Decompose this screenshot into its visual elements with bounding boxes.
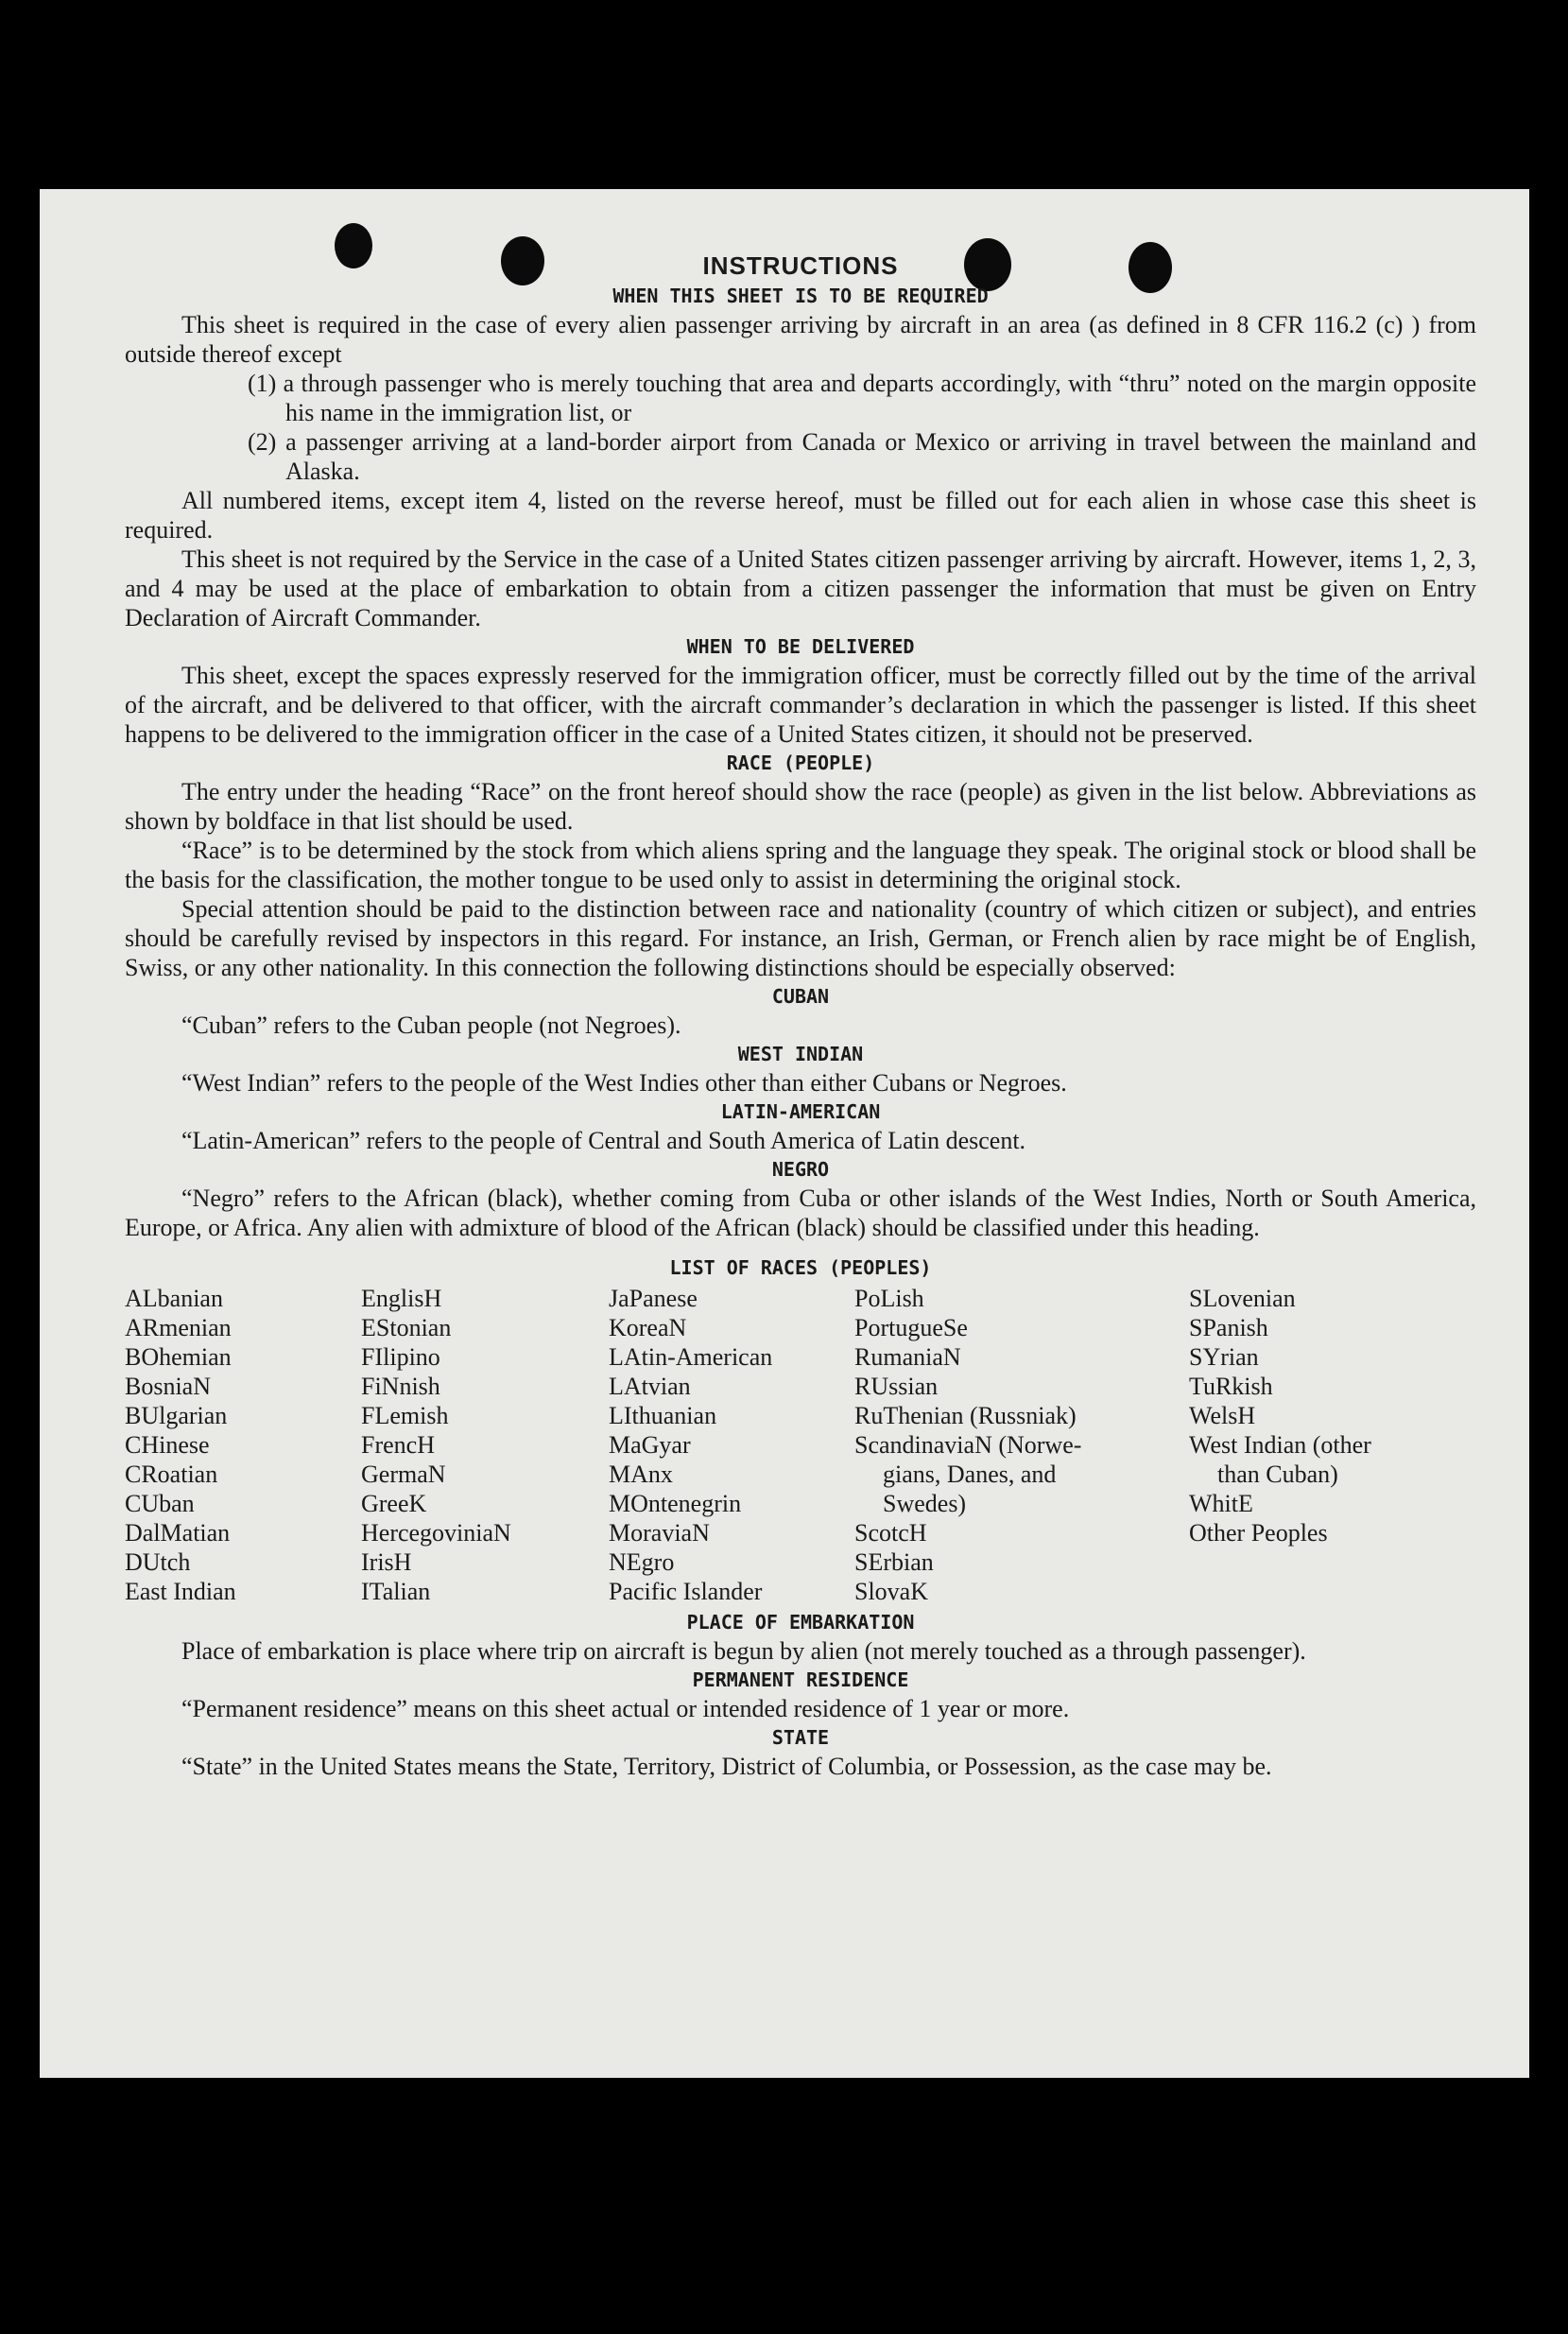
instruction-sheet — [40, 189, 1529, 2078]
race-entry: GreeK — [361, 1490, 427, 1517]
race-entry: PoLish — [854, 1285, 924, 1312]
race-entry-continued: gians, Danes, and — [883, 1461, 1057, 1488]
race-column-3 — [609, 1284, 854, 1606]
paragraph-citizen: This sheet is not required by the Service in the case of a United States citizen passenger arriving by aircraft. However, items 1, 2, 3, and 4 may be used at the place of embarkation to obtain from a citizen passenger the information that must be given on Entry Declaration of Aircraft Commander. — [125, 545, 1476, 631]
paragraph-race-3: Special attention should be paid to the distinction between race and nationality (country of which citizen or subject), and entries should be carefully revised by inspectors in this regard. For instance, an Irish, German, or French alien by race might be of English, Swiss, or any other nationality. In this connection the following distinctions should be especially observed: — [125, 895, 1476, 981]
paragraph-embarkation: Place of embarkation is place where trip on aircraft is begun by alien (not merely touched as a through passenger). — [181, 1637, 1306, 1665]
race-entry: RuThenian (Russniak) — [854, 1402, 1077, 1429]
race-entry: KoreaN — [609, 1314, 687, 1341]
paragraph-west-indian: “West Indian” refers to the people of the West Indies other than either Cubans or Negroes. — [181, 1069, 1067, 1097]
race-entry: LIthuanian — [609, 1402, 717, 1429]
heading-embarkation: PLACE OF EMBARKATION — [686, 1611, 915, 1634]
paragraph-race-2: “Race” is to be determined by the stock from which aliens spring and the language they speak. The original stock or blood shall be the basis for the classification, the mother tongue to be used only to assist in determining the original stock. — [125, 837, 1476, 893]
heading-west-indian: WEST INDIAN — [737, 1043, 864, 1065]
race-entry: East Indian — [125, 1578, 236, 1605]
race-column-1 — [125, 1284, 361, 1606]
page-title: INSTRUCTIONS — [702, 251, 899, 280]
race-entry: IrisH — [361, 1548, 412, 1576]
race-entry: SPanish — [1189, 1314, 1268, 1341]
race-entry: MoraviaN — [609, 1519, 710, 1547]
race-entry: MOntenegrin — [609, 1490, 742, 1517]
race-entry: LAtvian — [609, 1373, 691, 1400]
paragraph-cuban: “Cuban” refers to the Cuban people (not Negroes). — [181, 1011, 681, 1039]
race-entry: CHinese — [125, 1431, 210, 1459]
heading-latin-american: LATIN-AMERICAN — [720, 1100, 881, 1123]
race-entry: WhitE — [1189, 1490, 1253, 1517]
race-column-2 — [361, 1284, 609, 1606]
race-entry: EnglisH — [361, 1285, 442, 1312]
race-list — [125, 1284, 1476, 1606]
race-entry: CRoatian — [125, 1461, 218, 1488]
race-entry: MAnx — [609, 1461, 673, 1488]
race-entry: DUtch — [125, 1548, 191, 1576]
paragraph-numbered-items: All numbered items, except item 4, listed on the reverse hereof, must be filled out for each alien in whose case this sheet is required. — [125, 487, 1476, 544]
heading-list-of-races: LIST OF RACES (PEOPLES) — [669, 1256, 932, 1279]
race-entry: PortugueSe — [854, 1314, 968, 1341]
race-entry: SYrian — [1189, 1343, 1259, 1371]
race-entry: JaPanese — [609, 1285, 698, 1312]
race-entry: FLemish — [361, 1402, 449, 1429]
paragraph-delivered: This sheet, except the spaces expressly reserved for the immigration officer, must be correctly filled out by the time of the arrival of the aircraft, and be delivered to that officer, with the aircraft commander’s declaration in which the passenger is listed. If this sheet happens to be delivered to the immigration officer in the case of a United States citizen, it should not be preserved. — [125, 662, 1476, 748]
race-entry: RumaniaN — [854, 1343, 961, 1371]
race-entry: BUlgarian — [125, 1402, 228, 1429]
race-entry: TuRkish — [1189, 1373, 1273, 1400]
race-entry: SErbian — [854, 1548, 934, 1576]
race-entry: Other Peoples — [1189, 1519, 1328, 1547]
race-entry: West Indian (other — [1189, 1431, 1371, 1459]
race-entry: HercegoviniaN — [361, 1519, 511, 1547]
paragraph-race-1: The entry under the heading “Race” on the front hereof should show the race (people) as given in the list below. Abbreviations as shown by boldface in that list should be used. — [125, 778, 1476, 835]
race-entry-continued: Swedes) — [883, 1490, 967, 1517]
heading-state: STATE — [771, 1726, 830, 1749]
paragraph-required-intro: This sheet is required in the case of every alien passenger arriving by aircraft in an area (as defined in 8 CFR 116.2 (c) ) from outside thereof except — [125, 311, 1476, 368]
race-entry: SLovenian — [1189, 1285, 1296, 1312]
heading-delivered: WHEN TO BE DELIVERED — [686, 635, 915, 658]
paragraph-state: “State” in the United States means the State, Territory, District of Columbia, or Possession, as the case may be. — [181, 1753, 1272, 1780]
race-entry: NEgro — [609, 1548, 675, 1576]
race-entry-continued: than Cuban) — [1217, 1461, 1338, 1488]
race-entry: FrencH — [361, 1431, 435, 1459]
race-entry: ScandinaviaN (Norwe- — [854, 1431, 1082, 1459]
paragraph-latin-american: “Latin-American” refers to the people of Central and South America of Latin descent. — [181, 1127, 1026, 1154]
race-entry: ALbanian — [125, 1285, 223, 1312]
exception-item-1: (1) a through passenger who is merely touching that area and departs accordingly, with “thru” noted on the margin opposite his name in the immigration list, or — [248, 370, 1476, 426]
race-entry: SlovaK — [854, 1578, 928, 1605]
race-entry: FiNnish — [361, 1373, 440, 1400]
race-entry: BOhemian — [125, 1343, 232, 1371]
race-entry: ITalian — [361, 1578, 431, 1605]
heading-required: WHEN THIS SHEET IS TO BE REQUIRED — [612, 285, 989, 307]
race-entry: BosniaN — [125, 1373, 211, 1400]
race-entry: Pacific Islander — [609, 1578, 763, 1605]
paragraph-residence: “Permanent residence” means on this sheet actual or intended residence of 1 year or more. — [181, 1695, 1070, 1722]
paragraph-negro: “Negro” refers to the African (black), whether coming from Cuba or other islands of the West Indies, North or South America, Europe, or Africa. Any alien with admixture of blood of the African (black) should be classified under this heading. — [125, 1184, 1476, 1241]
exception-item-2: (2) a passenger arriving at a land-border airport from Canada or Mexico or arriving in travel between the mainland and Alaska. — [248, 428, 1476, 485]
race-column-4 — [854, 1284, 1189, 1606]
document-body — [125, 250, 1476, 1781]
race-entry: ARmenian — [125, 1314, 232, 1341]
race-entry: DalMatian — [125, 1519, 231, 1547]
heading-negro: NEGRO — [771, 1158, 830, 1181]
race-entry: EStonian — [361, 1314, 452, 1341]
race-entry: CUban — [125, 1490, 195, 1517]
race-column-5 — [1189, 1284, 1473, 1606]
race-entry: RUssian — [854, 1373, 939, 1400]
heading-residence: PERMANENT RESIDENCE — [692, 1668, 909, 1691]
race-entry: ScotcH — [854, 1519, 927, 1547]
heading-cuban: CUBAN — [771, 985, 830, 1008]
race-entry: WelsH — [1189, 1402, 1256, 1429]
heading-race: RACE (PEOPLE) — [726, 752, 875, 774]
race-entry: LAtin-American — [609, 1343, 773, 1371]
race-entry: FIlipino — [361, 1343, 440, 1371]
race-entry: MaGyar — [609, 1431, 691, 1459]
race-entry: GermaN — [361, 1461, 446, 1488]
